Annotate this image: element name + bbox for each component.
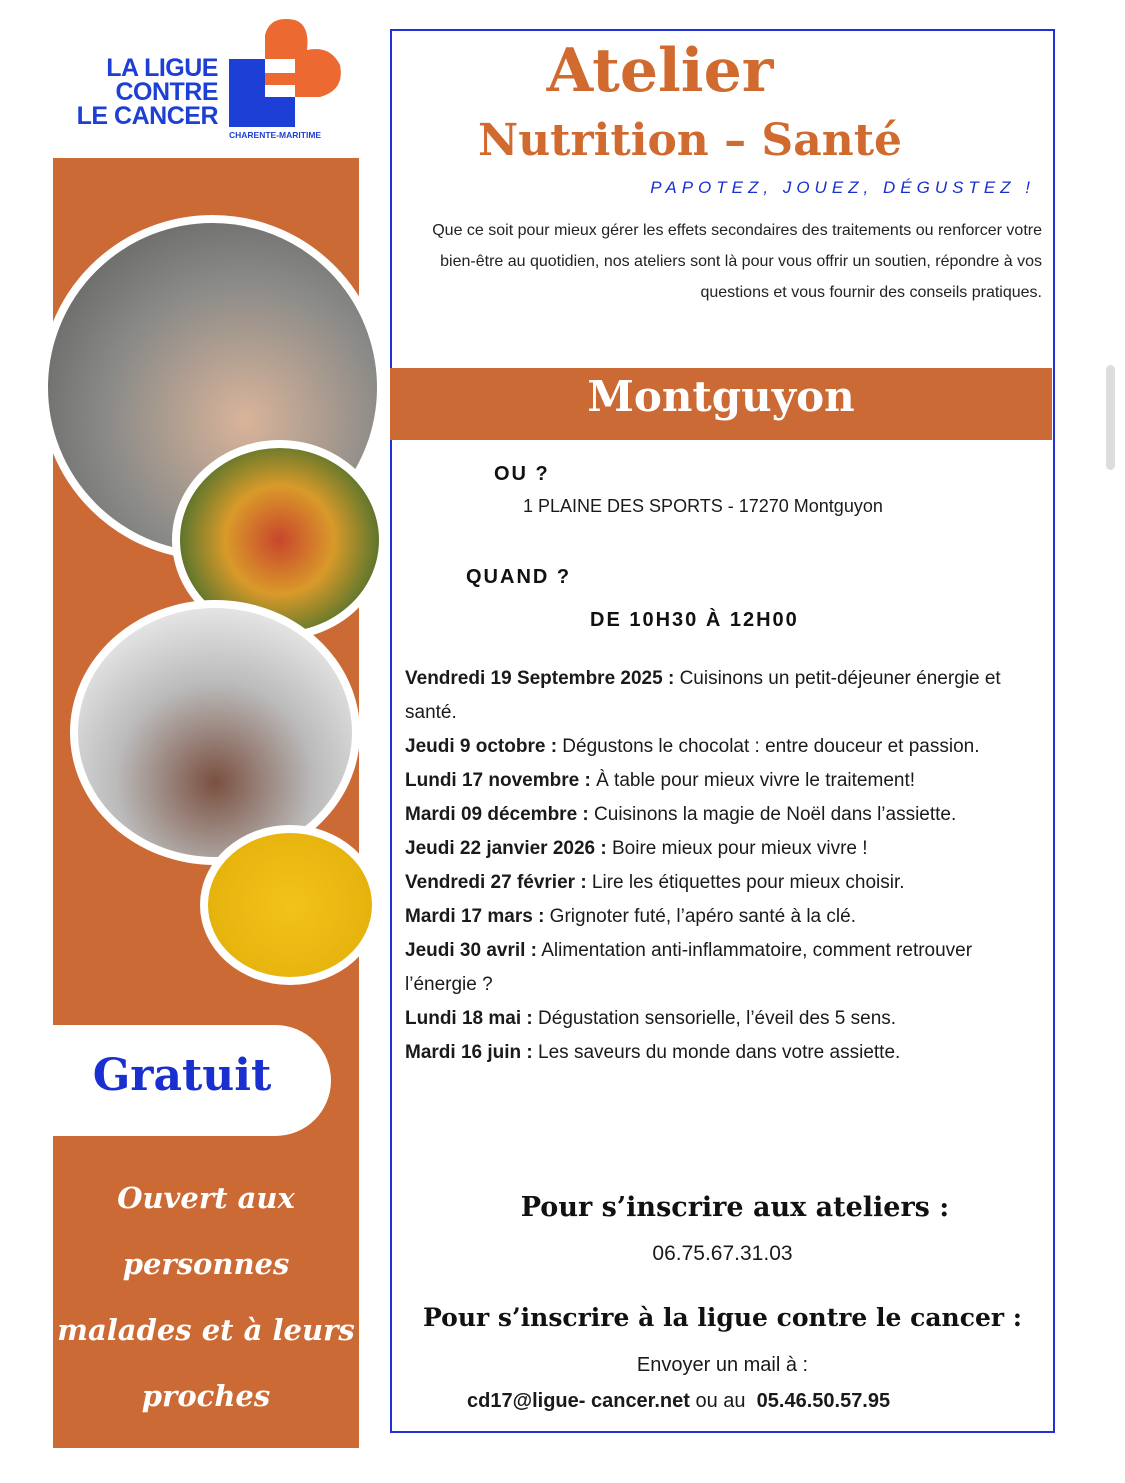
session-topic: Dégustons le chocolat : entre douceur et passion. [557,736,980,757]
session-topic: Grignoter futé, l’apéro santé à la clé. [544,906,856,927]
free-badge: Gratuit [92,1050,272,1101]
audience-line: Ouvert aux [117,1181,295,1215]
logo-wordmark [66,56,218,128]
session-topic: Les saveurs du monde dans votre assiette. [532,1042,901,1063]
tagline: PAPOTEZ, JOUEZ, DÉGUSTEZ ! [650,178,1035,197]
session-date: Mardi 17 mars : [405,906,545,927]
session-item [405,1036,1045,1070]
session-date: Lundi 18 mai : [405,1008,533,1029]
audience-line: malades et à leurs [57,1313,355,1347]
logo-line: LA LIGUE [106,54,218,82]
city-name: Montguyon [587,372,855,421]
intro-text: Que ce soit pour mieux gérer les effets secondaires des traitements ou renforcer votre bien-être au quotidien, nos ateliers sont là pour vous offrir un soutien, répondre à vos questions et vous fournir des conseils pratiques. [432,222,1042,301]
session-item [405,934,1045,1002]
session-list [405,662,1045,1070]
session-item [405,662,1045,730]
session-topic: Alimentation anti-inflammatoire, comment retrouver l’énergie ? [405,940,973,995]
workshop-phone[interactable]: 06.75.67.31.03 [652,1242,793,1265]
logo-line: LE CANCER [76,102,218,130]
session-item [405,798,1045,832]
logo-heart-icon [225,15,345,130]
session-date: Mardi 16 juin : [405,1042,533,1063]
session-topic: Cuisinons la magie de Noël dans l’assiette. [588,804,957,825]
logo-region: CHARENTE-MARITIME [229,130,322,140]
league-signup-heading: Pour s’inscrire à la ligue contre le cancer : [423,1303,1022,1332]
session-topic: À table pour mieux vivre le traitement! [590,770,916,791]
page-subtitle: Nutrition – Santé [477,115,903,166]
session-item [405,730,1045,764]
session-date: Vendredi 19 Septembre 2025 : [405,668,675,689]
hours: DE 10H30 À 12H00 [590,609,799,631]
session-date: Vendredi 27 février : [405,872,587,893]
session-topic: Boire mieux pour mieux vivre ! [606,838,868,859]
when-label: QUAND ? [466,566,572,588]
address: 1 PLAINE DES SPORTS - 17270 Montguyon [523,496,883,516]
photo-card-game [200,825,380,985]
email-link[interactable]: cd17@ligue- cancer.net [467,1390,690,1412]
contact-line [467,1390,890,1413]
page-title: Atelier [546,36,774,106]
workshop-signup-heading: Pour s’inscrire aux ateliers : [520,1192,950,1223]
audience-line: personnes [122,1247,290,1281]
logo-line: CONTRE [115,78,218,106]
league-phone[interactable]: 05.46.50.57.95 [756,1390,891,1412]
session-topic: Lire les étiquettes pour mieux choisir. [586,872,905,893]
session-date: Mardi 09 décembre : [405,804,589,825]
where-label: OU ? [494,463,550,485]
photo-tasting [70,600,360,865]
session-item [405,1002,1045,1036]
session-item [405,866,1045,900]
mail-prompt: Envoyer un mail à : [636,1354,809,1376]
scrollbar[interactable] [1106,365,1115,470]
session-date: Jeudi 9 octobre : [405,736,558,757]
session-topic: Dégustation sensorielle, l’éveil des 5 sens. [532,1008,897,1029]
session-item [405,900,1045,934]
session-item [405,832,1045,866]
audience-line: proches [141,1379,271,1413]
session-date: Lundi 17 novembre : [405,770,591,791]
audience-text [53,1165,359,1429]
session-date: Jeudi 30 avril : [405,940,538,961]
session-topic: Cuisinons un petit-déjeuner énergie et santé. [405,668,1001,723]
session-date: Jeudi 22 janvier 2026 : [405,838,607,859]
session-item [405,764,1045,798]
or-text: ou au [689,1390,752,1412]
